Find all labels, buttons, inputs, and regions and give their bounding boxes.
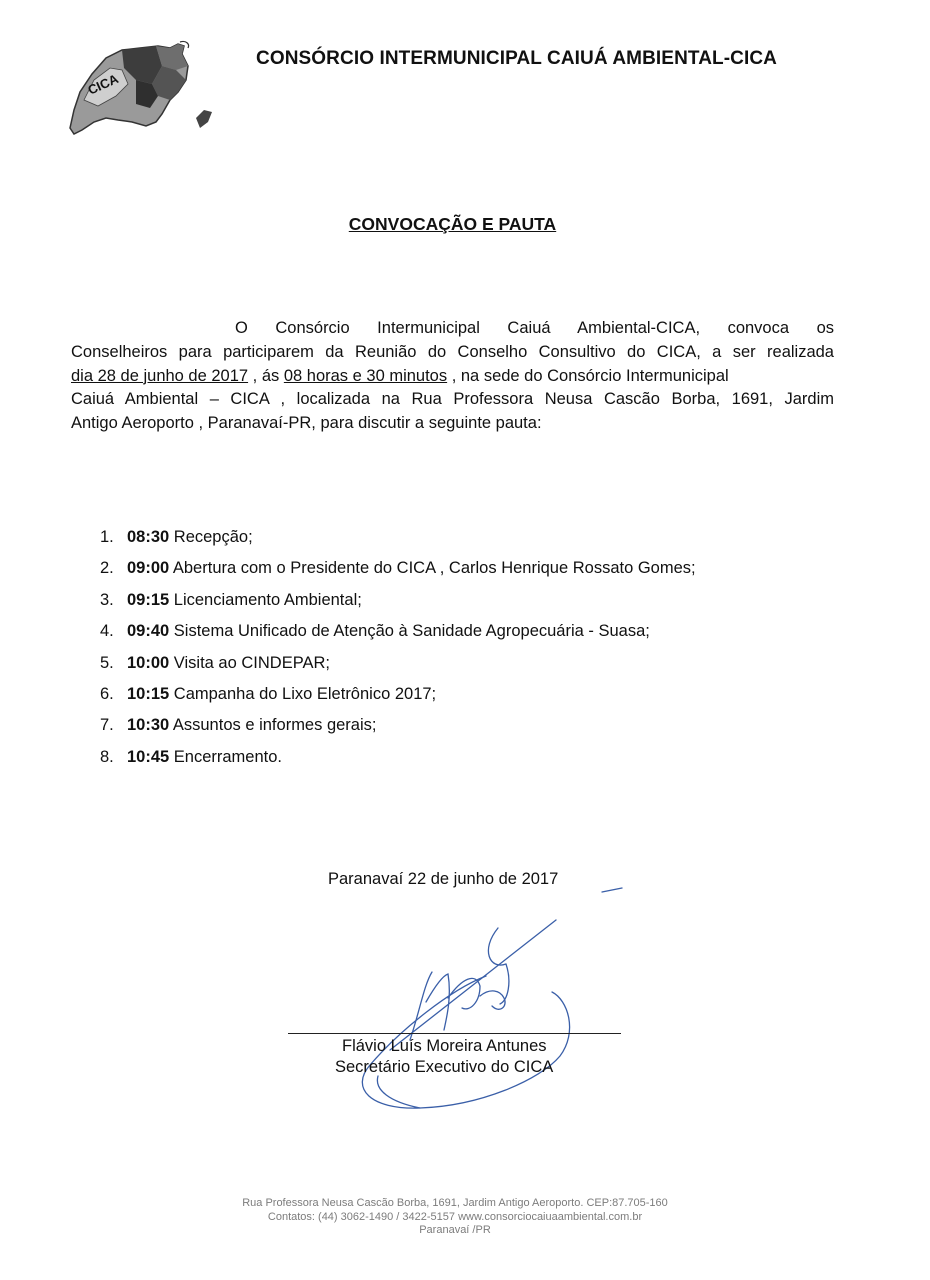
date-time-separator: , ás (248, 366, 284, 385)
convocation-paragraph (71, 317, 834, 436)
agenda-item-description: Assuntos e informes gerais; (169, 716, 377, 735)
agenda-item (100, 588, 860, 619)
document-title: CONVOCAÇÃO E PAUTA (348, 214, 557, 234)
agenda-item (100, 619, 860, 650)
agenda-item (100, 556, 860, 587)
agenda-item-time: 10:00 (127, 653, 170, 672)
handwritten-signature (330, 880, 630, 1120)
paragraph-line-3-rest: , na sede do Consórcio Intermunicipal (447, 366, 729, 385)
agenda-item-description: Abertura com o Presidente do CICA , Carlos Henrique Rossato Gomes; (169, 559, 696, 578)
agenda-item (100, 525, 860, 556)
signer-role: Secretário Executivo do CICA (335, 1058, 554, 1076)
paragraph-line-5: Antigo Aeroporto , Paranavaí-PR, para discutir a seguinte pauta: (71, 414, 542, 433)
agenda-item (100, 651, 860, 682)
agenda-item-number: 5. (100, 653, 114, 672)
agenda-list (100, 525, 860, 776)
place-and-date: Paranavaí 22 de junho de 2017 (328, 870, 559, 888)
organization-header: CONSÓRCIO INTERMUNICIPAL CAIUÁ AMBIENTAL-CICA (256, 48, 777, 69)
meeting-time: 08 horas e 30 minutos (283, 366, 448, 385)
agenda-item-time: 09:15 (127, 590, 170, 609)
agenda-item-description: Sistema Unificado de Atenção à Sanidade Agropecuária - Suasa; (169, 622, 650, 641)
paragraph-line-2: Conselheiros para participarem da Reunião do Conselho Consultivo do CICA, a ser realizada (71, 342, 834, 361)
agenda-item-time: 09:40 (127, 622, 170, 641)
signature-line (288, 1033, 621, 1034)
cica-logo (66, 40, 226, 140)
agenda-item (100, 682, 860, 713)
logo-text: CICA (85, 71, 121, 98)
agenda-item-time: 10:15 (127, 684, 170, 703)
paragraph-line-1: O Consórcio Intermunicipal Caiuá Ambiental-CICA, convoca os (235, 319, 834, 337)
agenda-item-time: 09:00 (127, 559, 170, 578)
agenda-item-time: 10:45 (127, 747, 170, 766)
agenda-item-description: Licenciamento Ambiental; (169, 590, 362, 609)
page-footer (0, 1197, 910, 1238)
footer-contacts: Contatos: (44) 3062-1490 / 3422-5157 www.consorciocaiuaambiental.com.br (267, 1210, 643, 1223)
agenda-item-number: 1. (100, 528, 114, 546)
agenda-item (100, 745, 860, 776)
agenda-item (100, 713, 860, 744)
agenda-item-number: 4. (100, 622, 114, 641)
agenda-item-number: 3. (100, 590, 114, 609)
agenda-item-number: 6. (100, 684, 114, 703)
agenda-item-number: 7. (100, 716, 114, 735)
paragraph-line-4: Caiuá Ambiental – CICA , localizada na Rua Professora Neusa Cascão Borba, 1691, Jardim (71, 390, 834, 409)
footer-city: Paranavaí /PR (419, 1224, 491, 1236)
agenda-item-description: Campanha do Lixo Eletrônico 2017; (169, 684, 437, 703)
agenda-item-description: Visita ao CINDEPAR; (169, 653, 330, 672)
agenda-item-time: 08:30 (127, 528, 170, 546)
agenda-item-description: Recepção; (169, 528, 253, 546)
agenda-item-time: 10:30 (127, 716, 170, 735)
signer-name: Flávio Luís Moreira Antunes (342, 1037, 547, 1055)
agenda-item-number: 8. (100, 747, 114, 766)
paragraph-line-3 (71, 365, 834, 389)
meeting-date: dia 28 de junho de 2017 (71, 366, 249, 385)
footer-address: Rua Professora Neusa Cascão Borba, 1691, Jardim Antigo Aeroporto. CEP:87.705-160 (242, 1197, 668, 1209)
agenda-item-number: 2. (100, 559, 114, 578)
agenda-item-description: Encerramento. (169, 747, 283, 766)
